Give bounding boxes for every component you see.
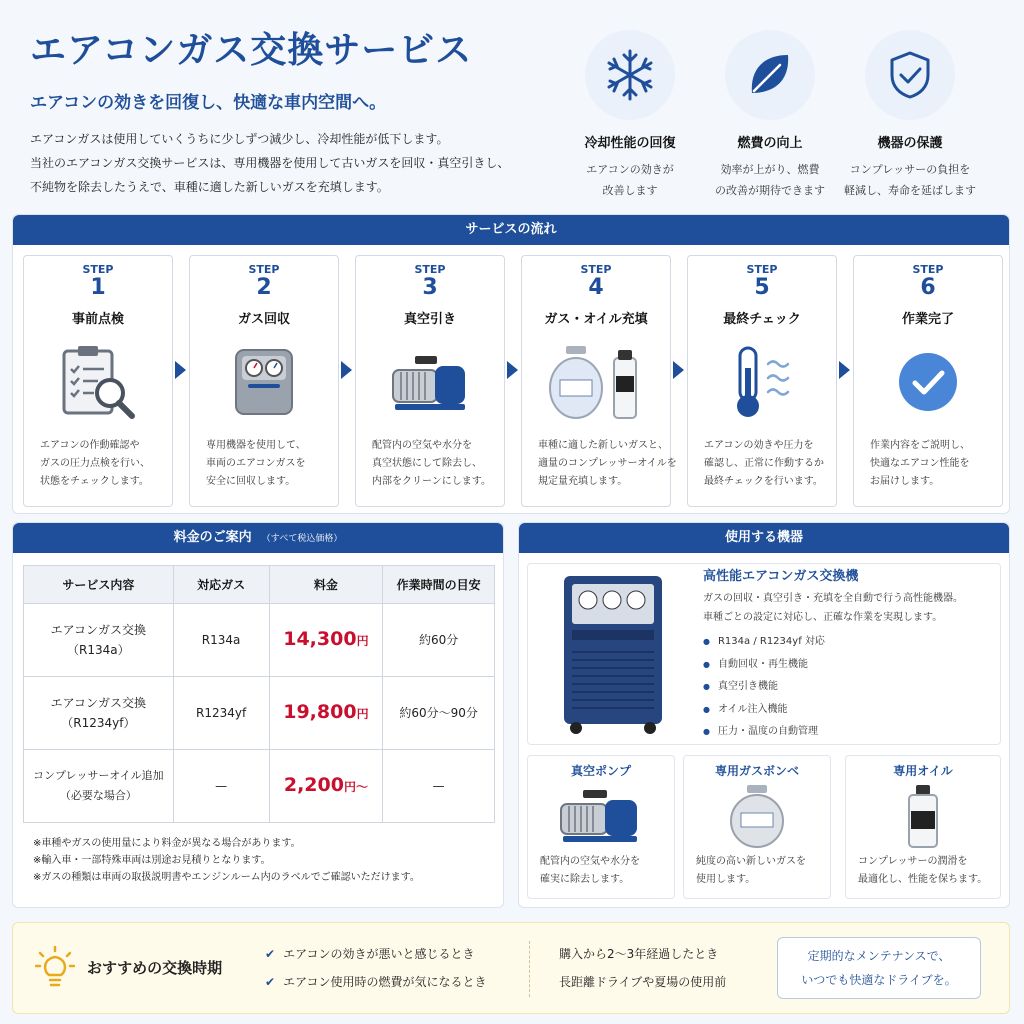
recovery-unit-icon: [214, 341, 314, 423]
flow-header: サービスの流れ: [13, 215, 1009, 245]
list-item: ● 圧力・温度の自動管理: [703, 721, 825, 744]
column-header: 料金: [269, 566, 383, 604]
price-table: [23, 565, 495, 823]
table-row: コンプレッサーオイル追加 （必要な場合） — 2,200円〜 —: [24, 750, 495, 823]
feature-cooling: 冷却性能の回復 エアコンの効きが 改善します: [560, 30, 700, 201]
equipment-oil: 専用オイル コンプレッサーの潤滑を 最適化し、性能を保ちます。: [845, 755, 1001, 899]
column-header: 対応ガス: [173, 566, 269, 604]
pricing-notes: ※車種やガスの使用量により料金が異なる場合があります。 ※輸入車・一部特殊車両は別途お見積りとなります。 ※ガスの種類は車両の取扱説明書やエンジンルーム内のラベルでご確認いただけます。: [33, 838, 420, 883]
table-row: エアコンガス交換 （R1234yf） R1234yf 19,800円 約60分〜90分: [24, 677, 495, 750]
check-circle-icon: [878, 341, 978, 423]
divider: [529, 941, 530, 997]
column-header: サービス内容: [24, 566, 174, 604]
list-item: ✔ エアコンの効きが悪いと感じるとき: [265, 945, 474, 962]
pricing-section: [12, 522, 504, 908]
flow-arrow-icon: [839, 361, 850, 379]
column-header: 作業時間の目安: [383, 566, 495, 604]
gas-cylinder-icon: [684, 779, 830, 853]
gas-exchange-machine-icon: [558, 572, 668, 740]
list-item: ✔ エアコン使用時の燃費が気になるとき: [265, 973, 486, 990]
list-item: ● R134a / R1234yf 対応: [703, 631, 825, 654]
intro-text: エアコンガスは使用していくうちに少しずつ減少し、冷却性能が低下します。 当社のエアコンガス交換サービスは、専用機器を使用して古いガスを回収・真空引きし、 不純物を除去したうえで、車種に適した新しいガスを充填します。: [30, 132, 510, 194]
step-1: STEP 1 事前点検 エアコンの作動確認や ガスの圧力点検を行い、 状態をチェックします。: [23, 255, 173, 507]
pricing-header: 料金のご案内 （すべて税込価格）: [13, 523, 503, 553]
recommend-title: おすすめの交換時期: [87, 959, 223, 977]
main-equipment-title: 高性能エアコンガス交換機: [703, 569, 859, 584]
recommend-section: [12, 922, 1010, 1014]
feature-protection: 機器の保護 コンプレッサーの負担を 軽減し、寿命を延ばします: [840, 30, 980, 201]
step-5: STEP 5 最終チェック エアコンの効きや圧力を 確認し、正常に作動するか 最終チェックを行います。: [687, 255, 837, 507]
step-4: STEP 4 ガス・オイル充填 車種に適した新しいガスと、 適量のコンプレッサーオイルを 規定量充填します。: [521, 255, 671, 507]
flow-arrow-icon: [341, 361, 352, 379]
main-equipment-desc: ガスの回収・真空引き・充填を全自動で行う高性能機器。 車種ごとの設定に対応し、正確な作業を実現します。: [703, 593, 963, 623]
equipment-header: 使用する機器: [519, 523, 1009, 553]
equipment-section: [518, 522, 1010, 908]
leaf-icon: [725, 30, 815, 120]
service-flow-section: [12, 214, 1010, 514]
list-item: ● 自動回収・再生機能: [703, 654, 825, 677]
table-row: エアコンガス交換 （R134a） R134a 14,300円 約60分: [24, 604, 495, 677]
thermometer-icon: [712, 341, 812, 423]
list-item: ● オイル注入機能: [703, 699, 825, 722]
step-6: STEP 6 作業完了 作業内容をご説明し、 快適なエアコン性能を お届けします。: [853, 255, 1003, 507]
lightbulb-icon: [35, 945, 75, 995]
list-item: 購入から2〜3年経過したとき: [559, 947, 719, 961]
flow-arrow-icon: [673, 361, 684, 379]
page-title: エアコンガス交換サービス: [30, 30, 473, 71]
flow-arrow-icon: [507, 361, 518, 379]
maintenance-message: 定期的なメンテナンスで、 いつでも快適なドライブを。: [777, 937, 981, 999]
step-3: STEP 3 真空引き 配管内の空気や水分を 真空状態にして除去し、 内部をクリーンにします。: [355, 255, 505, 507]
gas-cylinder-oil-bottle-icon: [546, 341, 646, 423]
feature-fuel: 燃費の向上 効率が上がり、燃費 の改善が期待できます: [700, 30, 840, 201]
flow-arrow-icon: [175, 361, 186, 379]
page-subtitle: エアコンの効きを回復し、快適な車内空間へ。: [30, 93, 387, 113]
snowflake-icon: [585, 30, 675, 120]
clipboard-magnifier-icon: [48, 341, 148, 423]
shield-check-icon: [865, 30, 955, 120]
list-item: 長距離ドライブや夏場の使用前: [559, 975, 727, 989]
vacuum-pump-icon: [380, 341, 480, 423]
main-equipment-features: [703, 631, 825, 744]
list-item: ● 真空引き機能: [703, 676, 825, 699]
equipment-vacuum-pump: 真空ポンプ 配管内の空気や水分を 確実に除去します。: [527, 755, 675, 899]
step-2: STEP 2 ガス回収 専用機器を使用して、 車両のエアコンガスを 安全に回収します。: [189, 255, 339, 507]
oil-bottle-icon: [846, 779, 1000, 853]
equipment-gas-cylinder: 専用ガスボンベ 純度の高い新しいガスを 使用します。: [683, 755, 831, 899]
vacuum-pump-icon: [528, 779, 674, 853]
